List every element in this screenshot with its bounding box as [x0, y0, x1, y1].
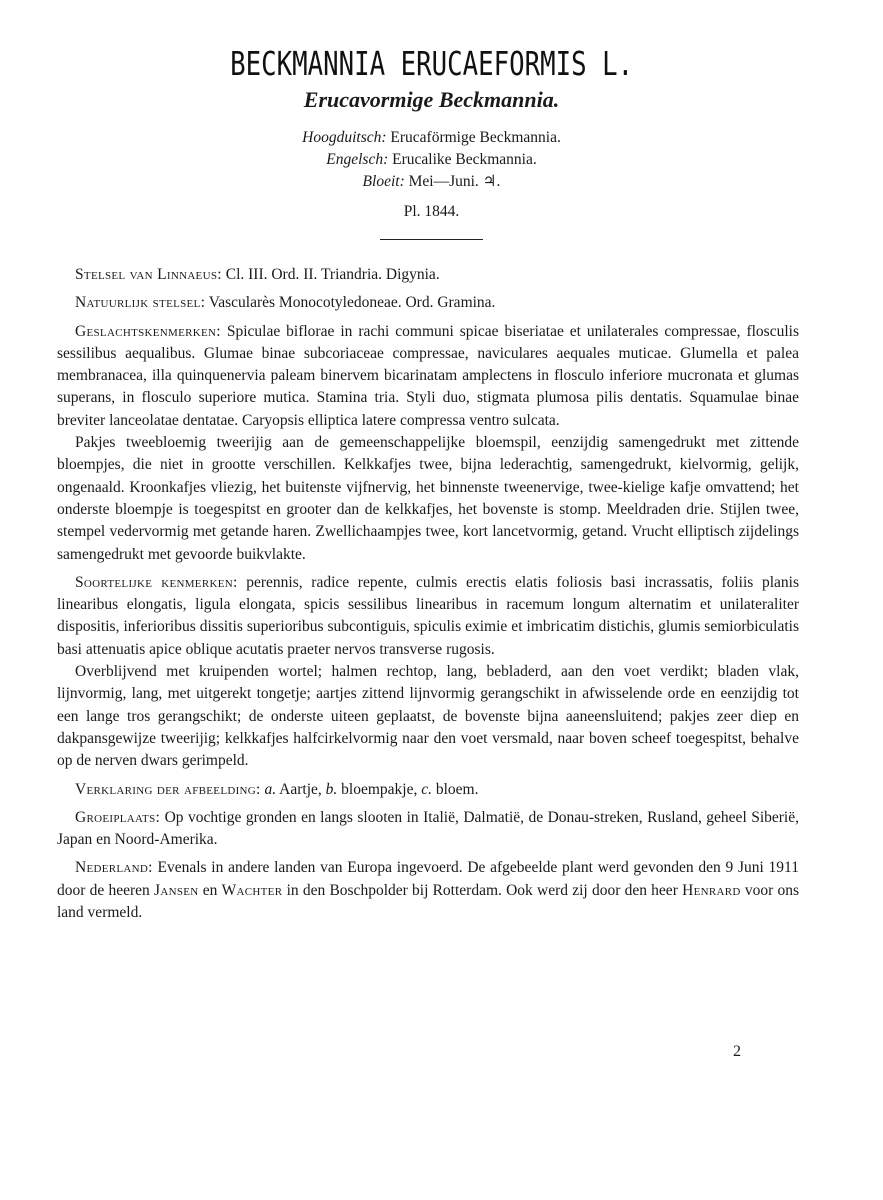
figure-letter-a: a.: [264, 780, 277, 798]
german-name-line: [0, 128, 863, 148]
flowering-line: [0, 172, 863, 192]
netherlands-paragraph: [57, 857, 799, 924]
reporter-name: Henrard: [682, 881, 741, 899]
english-name-line: [0, 150, 863, 170]
habitat-text: Op vochtige gronden en langs slooten in Italië, Dalmatië, de Donau-streken, Rusland, geheel Siberië, Japan en Noord-Amerika.: [57, 808, 799, 849]
flowering-label: Bloeit:: [362, 173, 405, 190]
habitat-label: Groeiplaats:: [75, 808, 161, 826]
header-divider: [380, 239, 483, 240]
collector-name-1: Jansen: [154, 881, 199, 899]
netherlands-text-2: en: [198, 881, 222, 899]
figure-text-b: bloempakje,: [337, 780, 422, 798]
species-paragraph-dutch: Overblijvend met kruipenden wortel; halmen rechtop, lang, bebladerd, aan den voet verdikt; bladen vlak, lijnvormig, lang, met uitgerekt tongetje; aartjes zittend lijnvormig gerangschikt in afwisselende orde en eenzijdig tot een lange tros gerangschikt; de onderste uiteen geplaatst, de bovenste bijna aaneensluitend; pakjes zeer diep en dakpansgewijze tweerijig; kelkkafjes halfcirkelvormig naar den voet versmald, naar boven scheef toegespitst, behalve op de nerven dwars gerimpeld.: [57, 663, 799, 770]
figure-letter-b: b.: [325, 780, 338, 798]
natural-system-paragraph: [57, 292, 799, 314]
species-label: Soortelijke kenmerken:: [75, 573, 238, 591]
english-name: Erucalike Beckmannia.: [388, 151, 537, 168]
german-name: Erucaförmige Beckmannia.: [386, 129, 561, 146]
flowering-period: Mei—Juni. ♃.: [404, 173, 501, 190]
figure-explanation-paragraph: [57, 779, 799, 801]
natural-system-label: Natuurlijk stelsel:: [75, 294, 206, 312]
figure-explanation-label: Verklaring der afbeelding:: [75, 780, 261, 798]
figure-letter-c: c.: [421, 780, 432, 798]
genus-label: Geslachtskenmerken:: [75, 322, 221, 340]
netherlands-text-4: voor ons land vermeld.: [57, 881, 799, 922]
genus-paragraph-dutch: Pakjes tweebloemig tweerijig aan de gemeenschappelijke bloemspil, eenzijdig samengedrukt met zittende bloempjes, die niet in grootte verschillen. Kelkkafjes twee, bijna lederachtig, samengedrukt, kielvormig, gelijk, ongenaald. Kroonkafjes vliezig, het buitenste vijfnervig, het binnenste tweenervige, twee-kielige kafje omvattend; het onderste bloempje is toegespitst en grooter dan de kelkkafjes, het bovenste is stomp. Meeldraden drie. Stijlen twee, stempel vedervormig met getande haren. Zwellichaampjes twee, kort lancetvormig, getand. Vrucht elliptisch zijdelings samengedrukt met gevoorde buikvlakte.: [57, 434, 799, 563]
plate-number: Pl. 1844.: [403, 203, 460, 220]
linnaeus-paragraph: [57, 264, 799, 286]
habitat-paragraph: [57, 807, 799, 852]
page-number: 2: [733, 1043, 741, 1060]
netherlands-text-3: in den Boschpolder bij Rotterdam. Ook werd zij door den heer: [282, 881, 683, 899]
species-title: BECKMANNIA ERUCAEFORMIS L.: [230, 44, 634, 83]
collector-name-2: Wachter: [221, 881, 283, 899]
figure-text-c: bloem.: [431, 780, 479, 798]
genus-paragraph-latin: [57, 321, 799, 432]
genus-text-latin: Spiculae biflorae in rachi communi spicae biseriatae et unilaterales compressae, flosculis sessilibus aequalibus. Glumae binae subcoriaceae compressae, naviculares aequales muticae. Glumella et palea membranacea, illa quinquenervia paleam binervem bicarinatam amplectens in flosculo inferiore mucronata et glumas superans, in flosculo superiore mutica. Stamina tria. Styli duo, stigmata plumosa pilis dentatis. Squamulae binae breviter lanceolatae dentatae. Caryopsis elliptica latere compressa ventro sulcata.: [57, 322, 799, 429]
linnaeus-text: Cl. III. Ord. II. Triandria. Digynia.: [221, 266, 440, 283]
german-label: Hoogduitsch:: [302, 129, 387, 146]
dutch-name: Erucavormige Beckmannia.: [303, 87, 560, 112]
species-paragraph-latin: [57, 572, 799, 661]
linnaeus-label: Stelsel van Linnaeus:: [75, 266, 222, 283]
species-text-latin: perennis, radice repente, culmis erectis elatis foliosis basi incrassatis, foliis planis linearibus elongatis, ligula elongata, spicis sessilibus linearibus in racemum longum alternatim et unilateraliter dispositis, inferioribus dissitis superioribus subcontiguis, spiculis eximie et imbricatim distichis, glumis semiorbiculatis basi attenuatis apice oblique acutatis praeter nervos transverse rugosis.: [57, 573, 800, 658]
figure-text-a: Aartje,: [276, 780, 326, 798]
netherlands-text-1: Evenals in andere landen van Europa ingevoerd. De afgebeelde plant werd gevonden den 9 Juni 1911 door de heeren: [57, 859, 799, 899]
natural-system-text: Vascularès Monocotyledoneae. Ord. Gramina.: [205, 294, 496, 312]
english-label: Engelsch:: [326, 151, 389, 168]
netherlands-label: Nederland:: [75, 859, 153, 877]
description-body: [57, 264, 799, 924]
